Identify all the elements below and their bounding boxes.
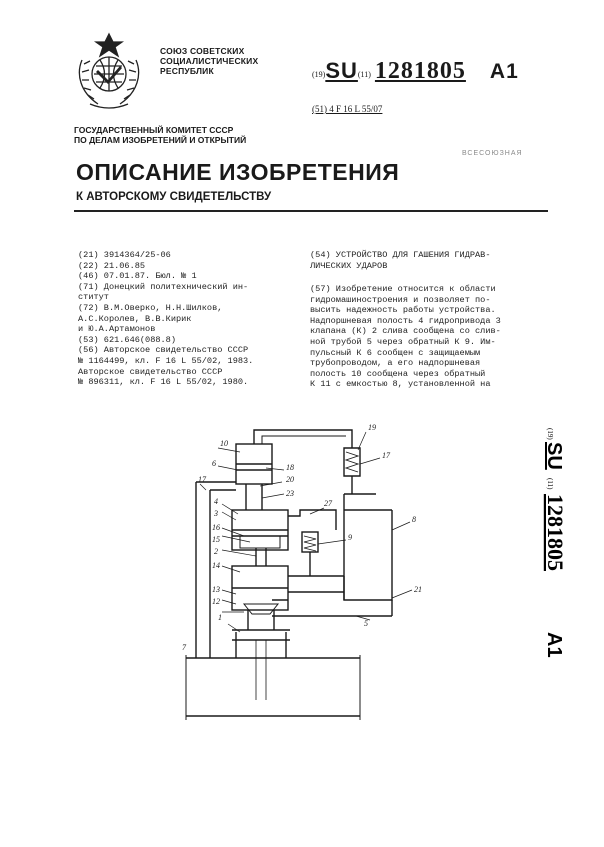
document-title: ОПИСАНИЕ ИЗОБРЕТЕНИЯ: [76, 159, 400, 185]
side-code-11: (11): [546, 478, 554, 490]
country-code: SU: [325, 58, 358, 83]
figure-label: 5: [364, 619, 368, 628]
committee-line-1: ГОСУДАРСТВЕННЫЙ КОМИТЕТ СССР: [74, 125, 234, 135]
biblio-line: (21) 3914364/25-06: [78, 250, 171, 260]
abstract-line: пульсный К 6 сообщен с защищаемым: [310, 347, 481, 358]
figure-label: 12: [212, 597, 220, 606]
committee-line-2: ПО ДЕЛАМ ИЗОБРЕТЕНИЙ И ОТКРЫТИЙ: [74, 135, 247, 145]
biblio-line: (71) Донецкий политехнический ин-: [78, 281, 249, 292]
biblio-line: А.С.Королев, В.В.Кирик: [78, 313, 192, 324]
biblio-line: ститут: [78, 292, 109, 303]
invention-title: [310, 250, 491, 271]
figure-label: 15: [212, 535, 220, 544]
document-subtitle: К АВТОРСКОМУ СВИДЕТЕЛЬСТВУ: [76, 191, 272, 203]
figure-label: 3: [214, 509, 218, 518]
abstract-line: трубопроводом, а его надпоршневая: [310, 358, 481, 369]
invention-title-line: (54) УСТРОЙСТВО ДЛЯ ГАШЕНИЯ ГИДРАВ-: [310, 250, 491, 260]
header-divider: [74, 210, 548, 212]
union-line-3: РЕСПУБЛИК: [160, 66, 214, 76]
figure-label: 19: [368, 423, 376, 432]
patent-number: 1281805: [374, 58, 466, 84]
biblio-line: (56) Авторское свидетельство СССР: [78, 345, 249, 356]
abstract-line: К 11 с емкостью 8, установленной на: [310, 379, 491, 390]
biblio-line: (72) В.М.Оверко, Н.Н.Шилков,: [78, 302, 223, 313]
device-schematic-drawing: [180, 418, 540, 720]
side-country-code: SU: [543, 442, 565, 470]
figure-label: 9: [348, 533, 352, 542]
biblio-line: № 1164499, кл. F 16 L 55/02, 1983.: [78, 355, 254, 366]
figure-label: 17: [382, 451, 390, 460]
figure-label: 16: [212, 523, 220, 532]
figure-label: 8: [412, 515, 416, 524]
biblio-line: и Ю.А.Артамонов: [78, 324, 156, 335]
biblio-line: (53) 621.646(088.8): [78, 334, 176, 345]
side-patent-number: 1281805: [543, 494, 568, 571]
figure-label: 14: [212, 561, 220, 570]
figure-label: 1: [218, 613, 222, 622]
invention-title-line: ЛИЧЕСКИХ УДАРОВ: [310, 260, 388, 271]
abstract-line: гидромашиностроения и позволяет по-: [310, 294, 491, 305]
biblio-line: № 896311, кл. F 16 L 55/02, 1980.: [78, 377, 249, 388]
side-publication-code: [542, 428, 568, 668]
union-line-2: СОЦИАЛИСТИЧЕСКИХ: [160, 56, 259, 66]
figure-label: 18: [286, 463, 294, 472]
abstract: [310, 284, 501, 390]
bibliographic-data: [78, 250, 253, 388]
kind-code: A1: [489, 60, 519, 83]
figure-label: 21: [414, 585, 422, 594]
figure-label: 27: [324, 499, 332, 508]
figure-label: 2: [214, 547, 218, 556]
biblio-line: (22) 21.06.85: [78, 260, 146, 271]
library-stamp: ВСЕСОЮЗНАЯ: [462, 150, 523, 157]
figure-label: 13: [212, 585, 220, 594]
abstract-line: клапана (К) 2 слива сообщена со слив-: [310, 326, 501, 337]
figure-label: 20: [286, 475, 294, 484]
state-committee: [74, 125, 246, 145]
biblio-line: Авторское свидетельство СССР: [78, 366, 223, 377]
abstract-line: ной трубой 5 через обратный К 9. Им-: [310, 336, 496, 347]
publication-number: [312, 58, 519, 85]
figure-label: 6: [212, 459, 216, 468]
figure-label: 4: [214, 497, 218, 506]
figure-label: 17: [198, 475, 206, 484]
state-emblem-icon: [68, 30, 150, 112]
abstract-line: (57) Изобретение относится к области: [310, 284, 496, 294]
union-line-1: СОЮЗ СОВЕТСКИХ: [160, 46, 245, 56]
figure-label: 7: [182, 643, 186, 652]
abstract-line: высить надежность работы устройства.: [310, 305, 496, 316]
code-11: (11): [357, 69, 371, 79]
side-code-19: (19): [546, 428, 554, 440]
abstract-line: полость 10 сообщена через обратный: [310, 368, 486, 379]
figure-label: 10: [220, 439, 228, 448]
country-union-name: [160, 46, 258, 76]
abstract-line: Надпоршневая полость 4 гидропривода 3: [310, 315, 501, 326]
ipc-classification: (51) 4 F 16 L 55/07: [312, 104, 383, 114]
code-19: (19): [312, 69, 326, 79]
biblio-line: (46) 07.01.87. Бюл. № 1: [78, 271, 197, 282]
side-kind-code: A1: [543, 632, 565, 658]
figure-label: 23: [286, 489, 294, 498]
